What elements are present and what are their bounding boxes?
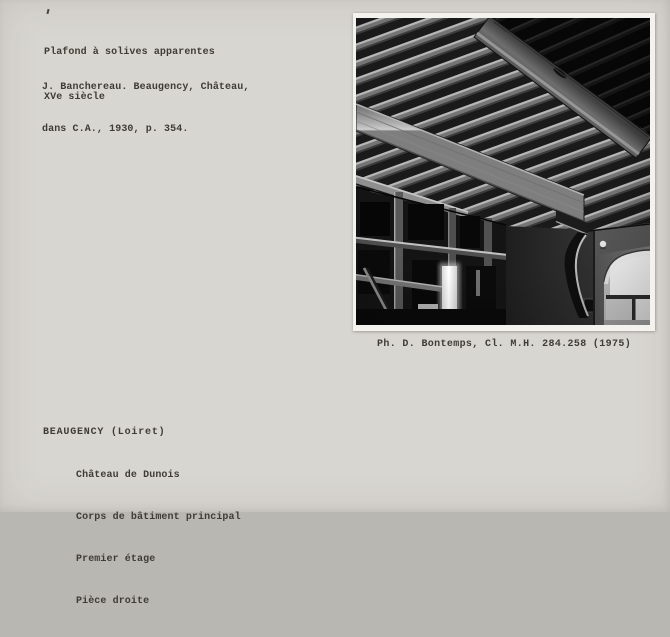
bibliographic-reference [42,53,249,165]
location-detail: Premier étage [76,554,156,565]
subject-line-1: Plafond à solives apparentes [44,47,215,58]
location-detail: Corps de bâtiment principal [76,512,241,523]
photo-caption: Ph. D. Bontemps, Cl. M.H. 284.258 (1975) [377,339,632,350]
ceiling-photo [356,18,650,325]
location-detail: Pièce droite [76,596,150,607]
location-detail: Château de Dunois [76,470,180,481]
photo-print [353,13,655,331]
subject-line-2: XVe siècle [44,92,106,103]
reference-line-2: dans C.A., 1930, p. 354. [42,124,189,135]
stray-ink-mark [46,9,49,14]
location-title: BEAUGENCY (Loiret) [43,427,166,438]
location-details [76,441,241,637]
reference-line-1: J. Banchereau. Beaugency, Château, [42,82,250,93]
